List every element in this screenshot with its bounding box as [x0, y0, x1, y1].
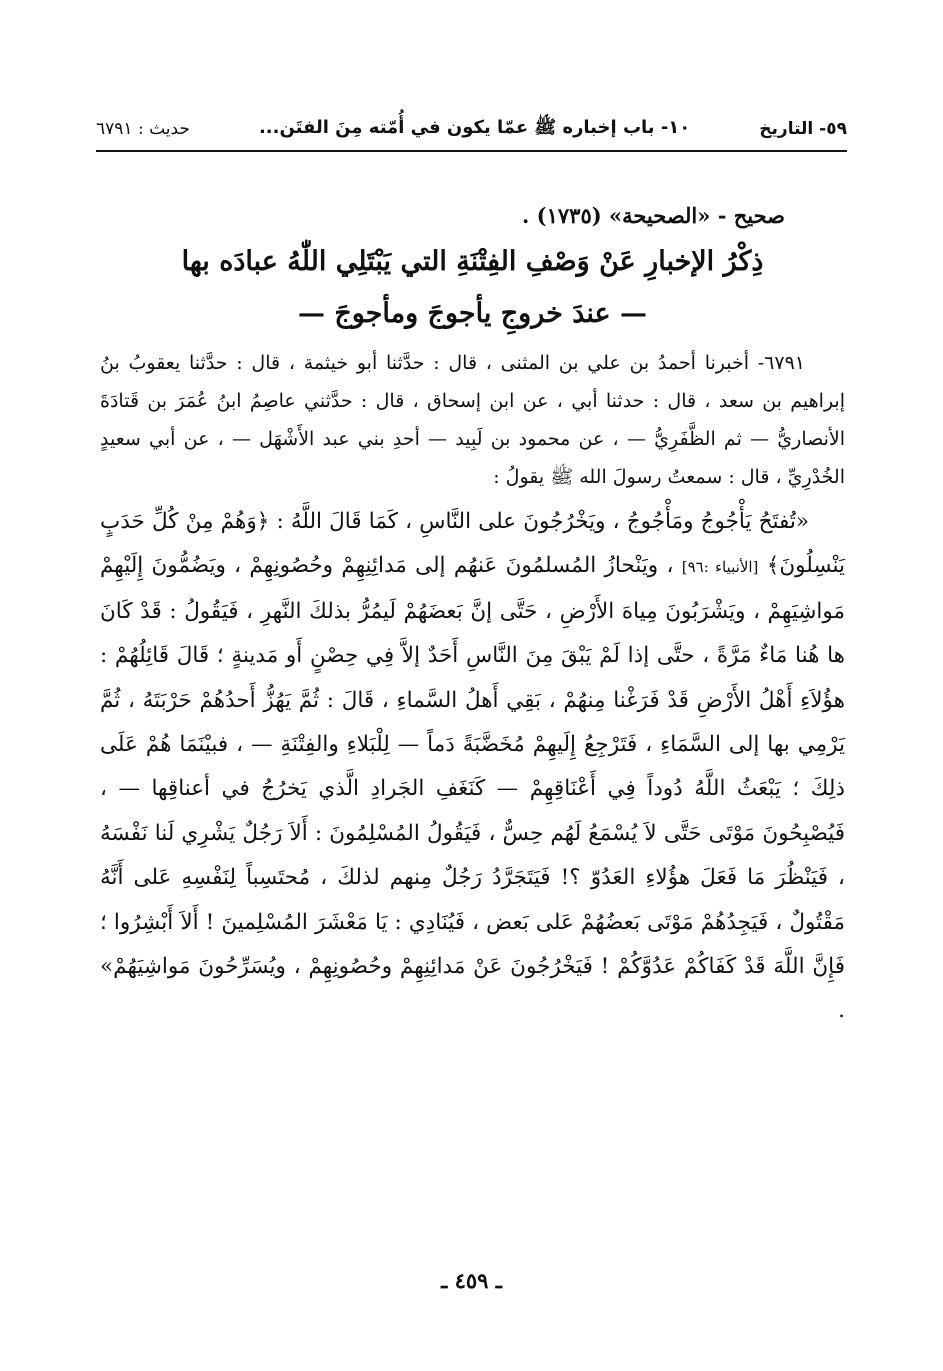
- book-title: ٥٩- التاريخ: [759, 119, 847, 139]
- matn-text-part-2: ، ويَنْحازُ المُسلمُونَ عَنهُم إلى مَدائِنِهِمْ وحُصُونِهِمْ ، ويَضُمُّونَ إِلَيْهِمْ مَواشِيَهِمْ ، ويَشْرَبُونَ مِياهَ الأَرْضِ ، حَتَّى إنَّ بَعضَهُمْ لَيمُرُّ بذلكَ النَّهرِ ، فَيَقُولُ : قَدْ كَانَ ها هُنا مَاءٌ مَرَّةً ، حتَّى إذا لَمْ يَبْقَ مِنَ النَّاسِ أَحَدٌ إلاَّ فِي حِصْنٍ أَو مَدينةٍ ؛ قَالَ قَائِلُهُمْ : هؤُلاَءِ أَهْلُ الأَرْضِ قَدْ فَرَغْنا مِنهُمْ ، بَقِي أَهلُ السَّماءِ ، قَالَ : ثُمَّ يَهُزُّ أَحدُهُمْ حَرْبَتَهُ ، ثُمَّ يَرْمِي بها إلى السَّمَاءِ ، فَتَرْجِعُ إِلَيهِمْ مُخَضَّبَةً دَماً — لِلْبَلاءِ والفِتْنَةِ — ، فبيْنَمَا هُمْ عَلَى ذلِكَ ؛ يَبْعَثُ اللَّهُ دُوداً فِي أَعْنَاقِهِمْ — كَنَغَفِ الجَرادِ الَّذي يَخرُجُ في أعناقِها — ، فَيُصْبِحُونَ مَوْتَى حَتَّى لاَ يُسْمَعُ لَهُم حِسٌّ ، فَيَقُولُ المُسْلِمُونَ : أَلاَ رَجُلٌ يَشْرِي لَنا نَفْسَهُ ، فَيَنْظُرَ مَا فَعَلَ هؤُلاءِ العَدُوّ ؟! فَيَتَجَرَّدُ رَجُلٌ مِنهم لذلكَ ، مُحتَسِباً لِنَفْسِهِ عَلى أَنَّهُ مَقْتُولٌ ، فَيَجِدُهُمْ مَوْتَى بَعضُهُمْ عَلى بَعض ، فَيُنَادِي : يَا مَعْشَرَ المُسْلِمينَ ! أَلاَ أَبْشِرُوا ؛ فَإِنَّ اللَّهَ قَدْ كَفَاكُمْ عَدُوَّكُمْ ! فَيَخْرُجُونَ عَنْ مَدائِنِهِمْ وحُصُونِهِمْ ، ويُسَرِّحُونَ مَواشِيَهُمْ» .: [100, 553, 845, 1024]
- main-text: [100, 196, 845, 1034]
- matn-text-part-1: «تُفتَحُ يَأْجُوجُ ومَأْجُوجُ ، ويَخْرُجُونَ على النَّاسِ ، كَمَا قَالَ اللَّهُ : ﴿وَهُمْ مِنْ كُلِّ حَدَبٍ يَنْسِلُونَ﴾: [100, 509, 845, 579]
- page-number: ـ ٤٥٩ ـ: [441, 1268, 502, 1293]
- hadith-grading: صحيح - «الصحيحة» (١٧٣٥) .: [522, 203, 785, 228]
- hadith-number: حديث : ٦٧٩١: [96, 119, 190, 139]
- running-header: [96, 112, 847, 146]
- isnad-paragraph: ٦٧٩١- أخبرنا أحمدُ بن علي بن المثنى ، قال : حدَّثنا أبو خيثمة ، قال : حدَّثنا يعقوبُ بنُ إبراهيم بن سعد ، قال : حدثنا أبي ، عن ابن إسحاق ، قال : حدَّثني عاصِمُ ابنُ عُمَرَ بن قَتادَةَ الأنصاريُّ — ثم الظَّفَرِيُّ — ، عن محمود بن لَبِيد — أحدِ بني عبد الأَشْهَل — ، عن أبي سعيدٍ الخُدْرِيِّ ، قال : سمعتُ رسولَ الله ﷺ يقولُ :: [100, 352, 845, 488]
- section-heading-line-1: ذِكْرُ الإخبارِ عَنْ وَصْفِ الفِتْنَةِ التي يَبْتَلِي اللّٰهُ عبادَه بها: [181, 246, 764, 277]
- section-heading-line-2: — عندَ خروجِ يأجوجَ ومأجوجَ —: [297, 298, 648, 329]
- header-rule: [96, 150, 847, 152]
- chapter-title: ١٠- باب إخباره ﷺ عمّا يكون في أُمّته مِنَ الفتَن...: [258, 117, 691, 138]
- matn-paragraph: [100, 500, 845, 1034]
- quran-reference: [الأنبياء :٩٦]: [681, 558, 759, 577]
